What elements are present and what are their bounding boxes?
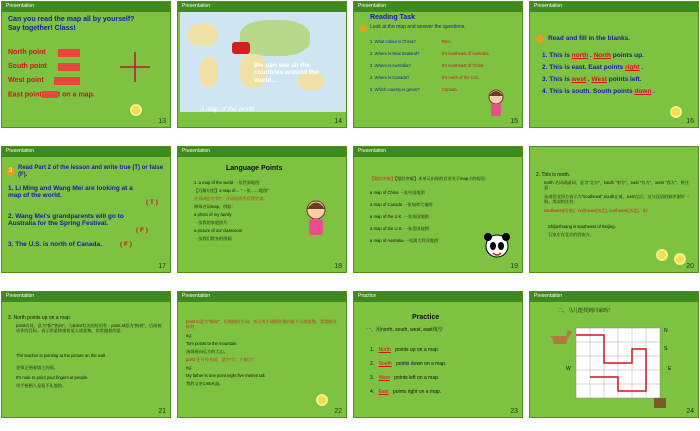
blank-box	[54, 77, 80, 85]
blank-box	[58, 63, 80, 71]
flower-icon	[672, 108, 680, 116]
slide-number: 14	[334, 118, 342, 125]
slide-header: Presentation	[2, 292, 170, 302]
slide-header: Presentation	[354, 2, 522, 12]
prompt-line-1: Can you read the map all by yourself?	[8, 16, 135, 23]
slide-13[interactable]	[1, 1, 171, 128]
slide-header: Presentation	[354, 147, 522, 157]
girl-illustration	[302, 199, 330, 239]
note-line: southwest(西南)，northeast(东北), northwest(西北)。如：	[544, 208, 652, 213]
slide-header: Presentation	[530, 292, 698, 302]
point-line: 一张我们教室的图画	[194, 236, 232, 241]
example-sentence: Tom points to the mountain.	[186, 341, 238, 346]
answer-4: It's north of the U.S..	[442, 75, 481, 80]
slide-19[interactable]	[353, 146, 523, 273]
slide-24[interactable]	[529, 291, 699, 418]
slide-number: 19	[510, 263, 518, 270]
example-sentence: My father is one point eight five metres tall.	[186, 373, 266, 378]
note-line: point动词，意为"指""指向"。与point有关的短语有：point at意为"指着"，后面接动作的目标。表示用某物指着某人或某物。常常跟着的是：	[16, 323, 162, 333]
slide-header: Presentation	[2, 2, 170, 12]
phrase-line: a map of Australia 一张澳大利亚地图	[370, 238, 439, 243]
slide-header: Presentation	[178, 147, 346, 157]
slide-header: Presentation	[530, 2, 698, 12]
fill-instruction: Read and fill in the blanks.	[548, 35, 630, 42]
example-sentence: The teacher is pointing at the picture on the wall.	[16, 353, 107, 358]
language-points-title: Language Points	[226, 165, 283, 172]
slide-number: 16	[686, 118, 694, 125]
slide-header: Practice	[354, 292, 522, 302]
number-badge-icon	[536, 35, 544, 43]
fill-line-3: 3. This is west . West points left.	[542, 76, 642, 83]
slide-number: 24	[686, 408, 694, 415]
eg-label: eg:	[186, 365, 192, 370]
slide-20[interactable]	[529, 146, 699, 273]
example-translation: 用手指指人是很不礼貌的。	[16, 383, 67, 388]
slide-header: Presentation	[2, 147, 170, 157]
prompt-line-2: Say together! Class!	[8, 25, 76, 32]
practice-instruction: 一、用north, south, west, east填空	[366, 327, 443, 333]
answer-5: Canada.	[442, 87, 458, 92]
point-line: a picture of our classroom	[194, 228, 243, 233]
flower-icon	[676, 255, 684, 263]
point-line: 1. a map of the world 一张世界地图	[194, 180, 260, 185]
slide-header: Presentation	[178, 292, 346, 302]
slide-23[interactable]	[353, 291, 523, 418]
slide-17[interactable]	[1, 146, 171, 273]
map-caption: We can see all the countries around the world…	[254, 62, 319, 84]
point-line: 一张我的家庭照片	[194, 220, 228, 225]
compass-e-label: E	[668, 366, 672, 372]
practice-title: Practice	[412, 314, 440, 321]
note-line: 3. North points up on a map.	[8, 315, 72, 321]
tf-item-1: 1. Li Ming and Wang Mei are looking at a map of the world.	[8, 185, 133, 200]
slide-number: 13	[158, 118, 166, 125]
tf-answer-3: ( F )	[120, 241, 132, 248]
practice-item-4: 4. East points right on a map.	[370, 389, 442, 395]
slide-21[interactable]	[1, 291, 171, 418]
example-translation: 我的父亲1.85米高。	[186, 381, 224, 386]
slide-18[interactable]	[177, 146, 347, 273]
slide-number: 18	[334, 263, 342, 270]
south-point-line: South point	[8, 63, 47, 70]
phrase-line: a map of Canada 一张加拿大地图	[370, 202, 433, 207]
example-translation: 老师正指着墙上的画。	[16, 365, 58, 370]
question-3: 3. Where is Australia?	[370, 63, 411, 68]
example-sentence: It's rude to point your fingers at people.	[16, 375, 89, 380]
practice-item-1: 1. North points up on a map.	[370, 347, 440, 353]
tf-answer-1: ( T )	[146, 199, 158, 206]
question-4: 4. Where is Canada?	[370, 75, 410, 80]
flower-icon	[658, 251, 666, 259]
slide-number: 23	[510, 408, 518, 415]
compass-n-label: N	[664, 328, 668, 334]
tf-item-3: 3. The U.S. is north of Canada.	[8, 241, 102, 248]
west-point-line: West point	[8, 77, 44, 84]
note-line: point to意为"指向"，后面接的方向。表示用手或指针指向某个人或某物，常常跟这样的	[186, 319, 337, 329]
slide-header: Presentation	[178, 2, 346, 12]
note-line: north 名词或副词，意为"北方"，south "南方"，east "东方"，west "西方"。拼注意：	[544, 180, 689, 190]
answer-1: Red.	[442, 39, 451, 44]
compass-s-label: S	[664, 346, 668, 352]
eg-label: eg:	[186, 333, 192, 338]
answer-3: It's southeast of China.	[442, 63, 485, 68]
point-line: a photo of my family	[194, 212, 232, 217]
fill-line-4: 4. This is south. South points down .	[542, 88, 656, 95]
tf-item-2: 2. Wang Mei's grandparents will go to Australia for the Spring Festival.	[8, 213, 124, 228]
tf-instruction: Read Part 2 of the lesson and write true (T) or false (F).	[18, 165, 164, 178]
flower-icon	[132, 106, 140, 114]
example-sentence: Shijiazhuang is southwest of Beijing.	[548, 224, 616, 229]
answer-2: It's southeast of Australia.	[442, 51, 490, 56]
reading-task-title: Reading Task	[370, 14, 415, 21]
number-badge-icon: 3	[6, 167, 15, 176]
fill-line-1: 1. This is north . North points up.	[542, 52, 644, 59]
example-translation: 汤姆指向远方的大山。	[186, 349, 228, 354]
slide-number: 22	[334, 408, 342, 415]
tf-answer-2: ( F )	[136, 227, 148, 234]
compass-w-label: W	[566, 366, 571, 372]
practice-item-3: 3. West points left on a map.	[370, 375, 440, 381]
slide-number: 20	[686, 263, 694, 270]
slide-14[interactable]	[177, 1, 347, 128]
practice-item-2: 2. South points down on a map.	[370, 361, 447, 367]
phrase-intro: 【跟踪突破】【跟踪突破】本单元出现的其余关于map小的短语：	[370, 176, 490, 181]
slide-number: 21	[158, 408, 166, 415]
compass-cross-icon	[120, 52, 150, 82]
slide-16[interactable]	[529, 1, 699, 128]
example-translation: 石家庄在北京的西南方。	[548, 232, 595, 237]
note-line: 东南西北四方表示为"southeast",south在前，east在后；这与汉语的顺序刚好一致。类似的还有：	[544, 194, 690, 204]
maze-question: 二、马儿能找到回家吗？	[558, 308, 614, 314]
note-line: point 还可作名词，意为"点；小数点"。	[186, 357, 258, 362]
question-1: 1. What colour is China?	[370, 39, 416, 44]
girl-illustration	[484, 88, 508, 118]
slide-15[interactable]	[353, 1, 523, 128]
map-title: A map of the world	[200, 106, 254, 113]
phrase-line: a map of the U.S. 一张美国地图	[370, 226, 429, 231]
north-point-line: North point	[8, 49, 46, 56]
phrase-line: a map of the U.K. 一张英国地图	[370, 214, 429, 219]
phrase-line: a map of China 一张中国地图	[370, 190, 425, 195]
point-line: 修饰名词map。例如：	[194, 204, 236, 209]
point-line: 【巧解句型】a map of… "一张……地图"	[194, 188, 269, 193]
east-point-line: East point t on a map.	[8, 91, 95, 99]
blank-box	[58, 49, 80, 57]
number-badge-icon	[360, 25, 367, 32]
slide-number: 15	[510, 118, 518, 125]
note-line: 2. This is north.	[536, 172, 571, 178]
point-line: 介词of意为"的"，介词短语作后置定语。	[194, 196, 268, 201]
maze-grid-diagram	[546, 320, 686, 410]
flower-icon	[318, 396, 326, 404]
panda-illustration	[484, 233, 510, 263]
task-instruction: Look at the map and answer the questions.	[370, 24, 466, 30]
slide-number: 17	[158, 263, 166, 270]
slide-22[interactable]	[177, 291, 347, 418]
fill-line-2: 2. This is east. East points right .	[542, 64, 644, 71]
question-2: 2. Where is New Zealand?	[370, 51, 420, 56]
question-5: 5. Which country is green?	[370, 87, 420, 92]
